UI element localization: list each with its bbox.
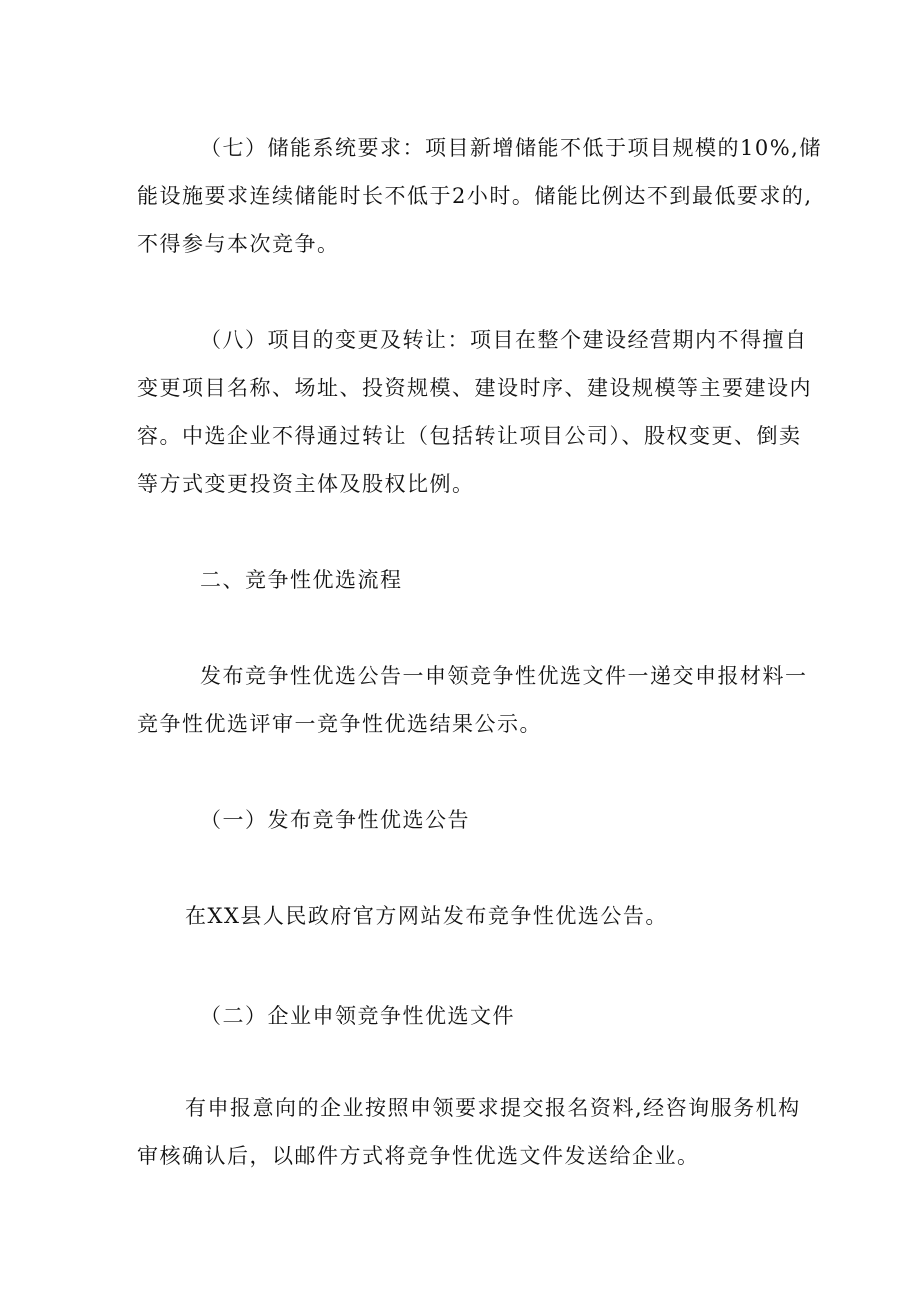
subsection-2-line-1: 有申报意向的企业按照申领要求提交报名资料,经咨询服务机构	[185, 1096, 801, 1120]
subsection-1-title: （一）发布竞争性优选公告	[200, 808, 470, 832]
subsection-2-title: （二）企业申领竞争性优选文件	[200, 1004, 515, 1028]
section-8-line-4: 等方式变更投资主体及股权比例。	[137, 472, 475, 496]
section-heading-2: 二、竞争性优选流程	[200, 568, 403, 592]
section-8-line-3: 容。中选企业不得通过转让（包括转让项目公司）、股权变更、倒卖	[137, 424, 802, 448]
section-8-line-2: 变更项目名称、场址、投资规模、建设时序、建设规模等主要建设内	[137, 376, 812, 400]
subsection-1-body: 在XX县人民政府官方网站发布竞争性优选公告。	[185, 904, 668, 928]
section-7-line-2: 能设施要求连续储能时长不低于2小时。储能比例达不到最低要求的,	[137, 184, 813, 208]
section-7-line-1: （七）储能系统要求：项目新增储能不低于项目规模的10%,储	[200, 136, 822, 160]
process-line-1: 发布竞争性优选公告一申领竞争性优选文件一递交申报材料一	[200, 664, 808, 688]
section-7-line-3: 不得参与本次竞争。	[137, 232, 340, 256]
section-8-line-1: （八）项目的变更及转让：项目在整个建设经营期内不得擅自	[200, 328, 808, 352]
process-line-2: 竞争性优选评审一竞争性优选结果公示。	[137, 712, 542, 736]
subsection-2-line-2: 审核确认后，以邮件方式将竞争性优选文件发送给企业。	[137, 1144, 700, 1168]
